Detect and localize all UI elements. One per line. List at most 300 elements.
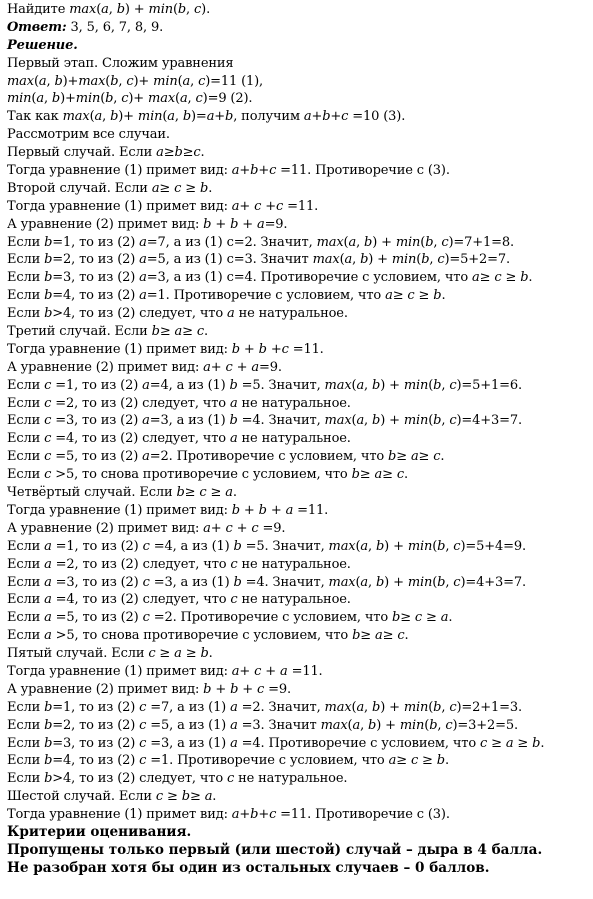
text-run: .	[204, 324, 209, 340]
text-run: +	[239, 163, 251, 179]
text-run: b	[44, 252, 53, 268]
text-run: Если	[7, 431, 45, 447]
text-run: (	[428, 377, 434, 393]
text-run: ≥	[418, 753, 437, 769]
text-run: b	[437, 574, 446, 590]
text-line	[7, 198, 593, 216]
text-run: a	[410, 449, 419, 465]
text-run: a	[139, 252, 147, 268]
text-line	[7, 448, 593, 466]
text-run: =2, то из (2) следует, что	[51, 556, 231, 572]
text-run: Если	[7, 628, 45, 644]
text-run: ≥	[392, 288, 408, 304]
text-run: a	[230, 717, 238, 733]
text-run: +	[238, 216, 257, 232]
text-run: a	[151, 180, 160, 196]
text-line	[7, 860, 593, 878]
text-run: Не разобран хотя бы один из остальных случаев – 0 баллов.	[7, 859, 490, 876]
text-run: .	[440, 449, 445, 465]
text-run: (	[428, 699, 434, 715]
text-run: b	[433, 288, 442, 304]
text-line	[7, 73, 593, 91]
text-run: c	[230, 556, 238, 572]
text-run: (	[89, 109, 95, 125]
text-run: c	[198, 73, 206, 89]
text-line	[7, 663, 593, 681]
text-line	[7, 466, 593, 484]
text-run: =3, то из (2)	[51, 574, 143, 590]
text-run: a	[44, 610, 52, 626]
text-run: ,	[445, 538, 454, 554]
text-run: a	[225, 485, 233, 501]
text-run: )=5+1=6.	[456, 377, 522, 393]
text-run: b	[176, 485, 185, 501]
text-run: ≥	[182, 324, 197, 340]
text-run: b	[44, 753, 53, 769]
text-run: Тогда уравнение (1) примет вид:	[7, 198, 232, 214]
text-run: ≥	[513, 735, 533, 751]
text-run: +	[261, 198, 276, 214]
text-run: min	[403, 377, 429, 393]
text-run: c	[194, 2, 202, 17]
text-run: Если	[7, 556, 45, 572]
text-line	[7, 90, 593, 108]
text-run: a	[182, 73, 191, 89]
text-run: b	[151, 324, 160, 340]
text-run: (	[96, 2, 102, 17]
text-run: (	[172, 2, 178, 17]
text-run: ≥	[501, 270, 521, 286]
text-line	[7, 126, 593, 144]
text-run: )=5+2=7.	[444, 252, 510, 268]
text-run: ) +	[368, 252, 392, 268]
text-run: =4. Значит,	[237, 413, 325, 429]
text-run: +	[239, 198, 255, 214]
text-run: a	[231, 198, 240, 214]
text-line	[7, 645, 593, 663]
text-run: c	[225, 359, 233, 375]
text-line	[7, 556, 593, 574]
text-run: Если	[7, 306, 45, 322]
text-run: Если	[7, 377, 45, 393]
text-run: c	[281, 341, 289, 357]
text-run: c	[269, 807, 277, 823]
text-run: c	[276, 198, 284, 214]
text-run: =9.	[264, 681, 291, 697]
text-run: (	[416, 252, 422, 268]
text-run: a	[231, 807, 240, 823]
text-line	[7, 770, 593, 788]
text-run: c	[121, 91, 129, 107]
text-run: Если	[7, 699, 45, 715]
text-run: .	[448, 610, 453, 626]
text-run: b	[258, 502, 267, 518]
text-run: =1. Противоречие с условием, что	[146, 288, 386, 304]
text-run: c	[199, 485, 207, 501]
text-run: b	[250, 163, 259, 179]
text-run: +	[238, 681, 257, 697]
text-run: min	[148, 2, 173, 17]
text-line	[7, 484, 593, 502]
text-run: (	[351, 413, 357, 429]
text-run: +	[239, 807, 251, 823]
text-run: ,	[429, 252, 438, 268]
text-run: =5. Значит,	[237, 377, 325, 393]
text-run: a	[167, 109, 175, 125]
text-run: c	[148, 646, 156, 662]
text-run: b	[230, 216, 239, 232]
text-line	[7, 251, 593, 269]
text-run: )+	[128, 91, 149, 107]
text-run: min	[153, 73, 178, 89]
text-run: b	[392, 610, 401, 626]
text-run: b	[229, 377, 238, 393]
text-run: c	[44, 467, 52, 483]
text-run: c	[453, 538, 461, 554]
text-run: )=4+3=7.	[460, 574, 526, 590]
text-run: .	[528, 270, 533, 286]
text-run: b	[229, 413, 238, 429]
text-run: a	[203, 520, 211, 536]
text-run: Если	[7, 717, 45, 733]
text-run: =1. Противоречие с условием, что	[146, 753, 389, 769]
text-run: А уравнение (2) примет вид:	[7, 359, 204, 375]
text-run: max	[328, 574, 356, 590]
text-run: a	[356, 413, 365, 429]
text-run: b	[203, 681, 212, 697]
text-run: )+	[62, 73, 79, 89]
text-run: Если	[7, 395, 45, 411]
text-run: (	[162, 109, 168, 125]
text-run: .	[404, 467, 408, 483]
text-run: =3, а из (1) c=4. Противоречие с условием, что	[146, 270, 472, 286]
text-line	[7, 788, 593, 806]
text-run: c	[227, 771, 235, 787]
text-run: b	[360, 252, 369, 268]
text-line	[7, 806, 593, 824]
text-line	[7, 591, 593, 609]
text-run: c	[139, 717, 147, 733]
text-run: ,	[356, 234, 365, 250]
text-run: c	[449, 377, 457, 393]
text-run: min	[395, 234, 421, 250]
text-run: min	[391, 252, 417, 268]
text-run: ≥	[360, 628, 375, 644]
text-run: (	[175, 91, 180, 107]
text-run: a	[38, 73, 47, 89]
text-run: max	[69, 2, 97, 17]
text-run: ≥	[382, 467, 397, 483]
text-run: b	[177, 2, 187, 17]
text-run: b	[44, 234, 53, 250]
text-run: c	[230, 592, 238, 608]
text-line	[7, 824, 593, 842]
text-run: ≥	[396, 449, 411, 465]
text-run: max	[324, 413, 352, 429]
text-run: ,	[441, 699, 450, 715]
text-run: a	[139, 270, 147, 286]
text-run: c	[494, 270, 502, 286]
text-run: Если	[7, 771, 45, 787]
text-run: c	[44, 395, 52, 411]
text-run: (	[355, 574, 361, 590]
text-run: a	[251, 359, 259, 375]
text-run: =2, то из (2)	[52, 717, 140, 733]
text-run: А уравнение (2) примет вид:	[7, 520, 204, 536]
text-run: max	[312, 252, 340, 268]
text-run: )+	[60, 91, 76, 107]
text-run: (	[432, 538, 438, 554]
text-run: c	[441, 234, 449, 250]
text-run: max	[324, 377, 352, 393]
text-run: b	[44, 270, 53, 286]
text-run: Если	[7, 538, 45, 554]
text-run: c	[193, 145, 201, 161]
text-run: =1, то из (2)	[52, 699, 140, 715]
text-run: (	[420, 234, 426, 250]
text-run: b	[44, 735, 53, 751]
text-run: b	[258, 341, 267, 357]
text-run: c	[44, 431, 52, 447]
text-run: Пропущены только первый (или шестой) случай – дыра в 4 балла.	[7, 841, 543, 858]
text-run: (	[33, 73, 39, 89]
text-run: ) +	[380, 413, 404, 429]
text-run: =4, а из (1)	[149, 377, 230, 393]
text-run: ,	[190, 73, 199, 89]
text-run: ≥	[206, 485, 226, 501]
text-run: Так как	[7, 109, 63, 125]
text-run: ≥	[163, 145, 175, 161]
text-run: Если	[7, 735, 45, 751]
text-run: c	[449, 413, 457, 429]
text-run: a	[385, 288, 393, 304]
text-run: не натуральное.	[237, 395, 351, 411]
text-run: =2, то из (2)	[52, 252, 140, 268]
text-run: a	[142, 449, 150, 465]
text-line	[7, 538, 593, 556]
text-run: c	[449, 699, 457, 715]
text-run: Тогда уравнение (1) примет вид:	[7, 502, 232, 518]
text-run: Если	[7, 610, 45, 626]
text-run: max	[316, 234, 344, 250]
text-run: min	[7, 91, 32, 107]
text-run: a	[44, 574, 52, 590]
text-run: ≥	[422, 610, 441, 626]
text-run: )=3+2=5.	[452, 717, 518, 733]
text-run: b	[372, 699, 381, 715]
text-run: ≥	[159, 180, 175, 196]
text-run: =2. Противоречие с условием, что	[149, 449, 389, 465]
text-run: =1, то из (2)	[51, 377, 143, 393]
text-run: c	[139, 699, 147, 715]
text-run: c	[269, 163, 277, 179]
text-run: b	[233, 574, 242, 590]
text-run: a	[374, 628, 383, 644]
text-run: +	[210, 520, 226, 536]
text-run: max	[148, 91, 176, 107]
text-run: min	[403, 699, 429, 715]
text-run: b	[44, 771, 53, 787]
text-run: ≥	[184, 485, 200, 501]
text-run: c	[479, 735, 488, 751]
text-run: ≥	[487, 735, 506, 751]
text-run: не натуральное.	[234, 771, 348, 787]
text-run: ,	[441, 413, 450, 429]
text-run: ,	[352, 252, 361, 268]
text-run: ≥	[382, 628, 398, 644]
text-run: c	[196, 324, 205, 340]
text-run: c	[414, 610, 423, 626]
text-run: b	[44, 717, 53, 733]
text-run: Ответ:	[7, 19, 67, 35]
text-run: b	[436, 753, 445, 769]
text-run: =4, то из (2)	[52, 288, 140, 304]
text-run: b	[51, 91, 61, 107]
text-run: c	[410, 753, 419, 769]
text-run: ,	[368, 574, 376, 590]
text-run: a	[303, 109, 312, 125]
text-run: ) +	[384, 574, 408, 590]
text-run: a	[348, 234, 357, 250]
text-run: =4, то из (2)	[52, 753, 140, 769]
text-run: c	[142, 610, 150, 626]
text-run: (	[31, 91, 37, 107]
text-run: a	[44, 592, 52, 608]
text-run: b	[364, 234, 373, 250]
text-run: =11.	[287, 663, 323, 679]
text-run: ≥	[181, 180, 201, 196]
text-line	[7, 19, 593, 37]
text-run: a	[139, 288, 147, 304]
text-run: =5, а из (1) c=3. Значит	[146, 252, 313, 268]
text-line	[7, 216, 593, 234]
text-run: b	[233, 538, 242, 554]
text-run: c	[397, 628, 405, 644]
text-run: ≥	[418, 449, 434, 465]
text-run: =4. Значит,	[241, 574, 329, 590]
text-run: =11. Противоречие с (3).	[276, 163, 450, 179]
text-line	[7, 108, 593, 126]
text-run: ,	[187, 91, 196, 107]
text-run: =5, а из (1)	[146, 717, 231, 733]
text-run: max	[62, 109, 90, 125]
text-line	[7, 180, 593, 198]
text-run: min	[403, 413, 429, 429]
text-run: +	[211, 681, 231, 697]
text-run: c	[256, 681, 265, 697]
text-run: =11.	[288, 341, 324, 357]
text-run: ,	[364, 413, 373, 429]
text-run: Первый случай. Если	[7, 145, 157, 161]
text-run: a	[230, 735, 238, 751]
text-run: =4, а из (1)	[149, 538, 234, 554]
text-line	[7, 609, 593, 627]
text-run: =3, а из (1)	[149, 413, 230, 429]
text-run: b	[250, 807, 259, 823]
text-run: =7, а из (1)	[146, 699, 231, 715]
text-run: ) +	[372, 234, 396, 250]
text-run: +	[266, 341, 282, 357]
text-run: a	[231, 663, 240, 679]
text-line	[7, 430, 593, 448]
text-run: b	[376, 538, 385, 554]
text-run: c	[44, 377, 52, 393]
text-run: .	[404, 628, 409, 644]
text-run: +	[239, 663, 255, 679]
text-run: (	[351, 377, 357, 393]
text-run: .	[208, 646, 213, 662]
text-run: =3, а из (1)	[146, 735, 231, 751]
text-run: =4. Противоречие с условием, что	[237, 735, 480, 751]
text-run: =7, а из (1) c=2. Значит,	[146, 234, 317, 250]
text-run: ,	[46, 73, 55, 89]
text-run: Если	[7, 288, 45, 304]
text-run: a	[142, 377, 150, 393]
text-run: c	[142, 574, 150, 590]
text-run: ) +	[124, 2, 149, 17]
text-run: ≥	[181, 646, 201, 662]
text-run: b	[225, 109, 234, 125]
text-line	[7, 520, 593, 538]
text-run: .	[444, 753, 449, 769]
text-run: min	[399, 717, 425, 733]
text-run: a	[360, 538, 369, 554]
text-line	[7, 144, 593, 162]
text-line	[7, 377, 593, 395]
text-run: c	[225, 520, 233, 536]
text-run: c	[341, 109, 349, 125]
text-run: b	[182, 109, 192, 125]
text-run: (	[347, 717, 353, 733]
text-run: .	[540, 735, 545, 751]
text-run: a	[204, 789, 213, 805]
text-run: =9.	[264, 216, 288, 232]
text-run: )=4+3=7.	[456, 413, 522, 429]
text-run: b	[352, 628, 361, 644]
text-run: min	[75, 91, 101, 107]
text-run: Если	[7, 753, 45, 769]
text-run: min	[407, 574, 433, 590]
text-run: a	[360, 574, 369, 590]
text-run: =11. Противоречие с (3).	[276, 807, 450, 823]
text-run: b	[433, 413, 442, 429]
text-run: =5, то из (2)	[51, 449, 143, 465]
text-run: )=11 (1),	[205, 73, 264, 89]
text-run: +	[330, 109, 342, 125]
text-run: =2. Значит,	[237, 699, 325, 715]
text-run: a	[142, 413, 150, 429]
text-run: Если	[7, 234, 45, 250]
text-run: c	[251, 520, 259, 536]
text-run: Второй случай. Если	[7, 180, 152, 196]
text-run: c	[155, 789, 164, 805]
text-run: , получим	[233, 109, 304, 125]
text-run: +	[211, 216, 231, 232]
text-run: a	[229, 431, 238, 447]
text-run: max	[78, 73, 106, 89]
text-run: >4, то из (2) следует, что	[52, 306, 227, 322]
text-run: ,	[368, 538, 376, 554]
text-run: a	[472, 270, 480, 286]
text-run: ) +	[376, 717, 400, 733]
text-line	[7, 341, 593, 359]
text-run: b	[433, 699, 442, 715]
text-run: b	[351, 467, 360, 483]
text-run: b	[425, 234, 434, 250]
text-run: =3, то из (2)	[52, 270, 140, 286]
text-run: a	[279, 663, 288, 679]
text-line	[7, 699, 593, 717]
